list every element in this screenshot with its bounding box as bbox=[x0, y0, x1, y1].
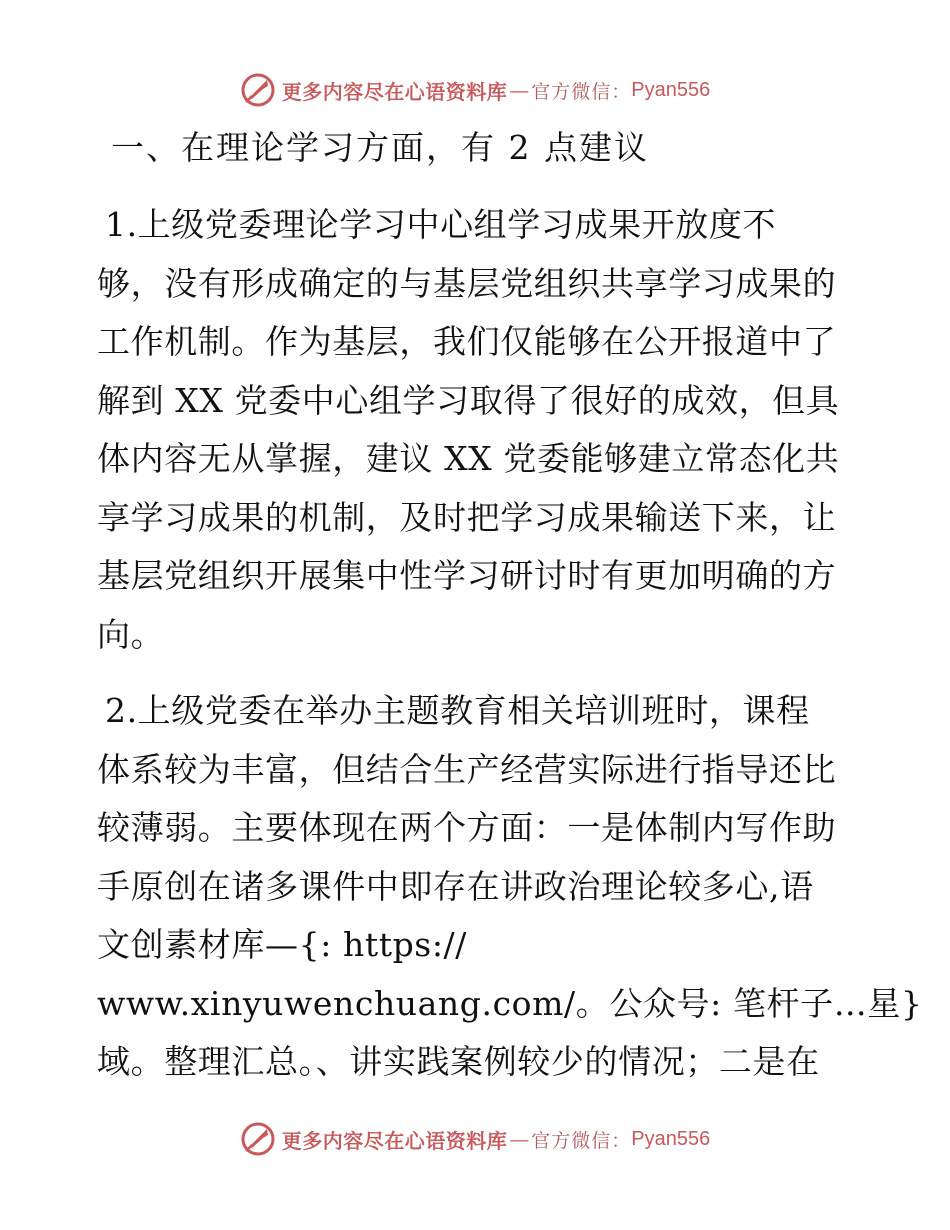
paragraph-line: 较薄弱。主要体现在两个方面：一是体制内写作助 bbox=[97, 808, 837, 847]
watermark-label: 官方微信： bbox=[531, 80, 632, 103]
paragraph-2 bbox=[97, 682, 923, 1092]
paragraph-line: 手原创在诸多课件中即存在讲政治理论较多心,语 bbox=[97, 866, 814, 906]
document-body bbox=[97, 120, 923, 1092]
watermark-label: 官方微信： bbox=[531, 1129, 632, 1152]
watermark-wechat-id: Pyan556 bbox=[631, 1127, 711, 1150]
paragraph-line: 1.上级党委理论学习中心组学习成果开放度不 bbox=[105, 205, 777, 244]
paragraph-line: 解到 XX 党委中心组学习取得了很好的成效，但具 bbox=[97, 380, 840, 420]
header-watermark bbox=[0, 70, 950, 110]
paragraph-line: 基层党组织开展集中性学习研讨时有更加明确的方 bbox=[97, 556, 837, 595]
section-heading: 一、在理论学习方面，有 2 点建议 bbox=[111, 128, 649, 167]
watermark-separator: — bbox=[509, 1127, 530, 1151]
paragraph-line: www.xinyuwenchuang.com/。公众号: 笔杆子…星} bbox=[97, 983, 923, 1023]
paragraph-line: 2.上级党委在举办主题教育相关培训班时，课程 bbox=[105, 691, 810, 730]
paragraph-line: 向。 bbox=[97, 614, 165, 654]
paragraph-line: 够，没有形成确定的与基层党组织共享学习成果的 bbox=[97, 263, 837, 303]
paragraph-line: 域。整理汇总。、讲实践案例较少的情况；二是在 bbox=[97, 1042, 820, 1081]
footer-watermark bbox=[0, 1119, 950, 1159]
paragraph-1 bbox=[97, 196, 857, 664]
paragraph-line: 体内容无从掌握，建议 XX 党委能够建立常态化共 bbox=[97, 439, 840, 478]
watermark-separator: — bbox=[509, 78, 530, 102]
watermark-brand-text: 更多内容尽在心语资料库 bbox=[281, 1128, 508, 1153]
paragraph-line: 体系较为丰富，但结合生产经营实际进行指导还比 bbox=[97, 749, 837, 789]
watermark-brand-text: 更多内容尽在心语资料库 bbox=[281, 79, 508, 104]
quill-pen-circle-icon bbox=[240, 72, 276, 108]
watermark-wechat-id: Pyan556 bbox=[631, 78, 711, 101]
quill-pen-circle-icon bbox=[240, 1121, 276, 1157]
paragraph-line: 工作机制。作为基层，我们仅能够在公开报道中了 bbox=[97, 322, 837, 361]
paragraph-line: 享学习成果的机制，及时把学习成果输送下来，让 bbox=[97, 497, 837, 537]
paragraph-line: 文创素材库—{: https:// bbox=[97, 925, 467, 964]
